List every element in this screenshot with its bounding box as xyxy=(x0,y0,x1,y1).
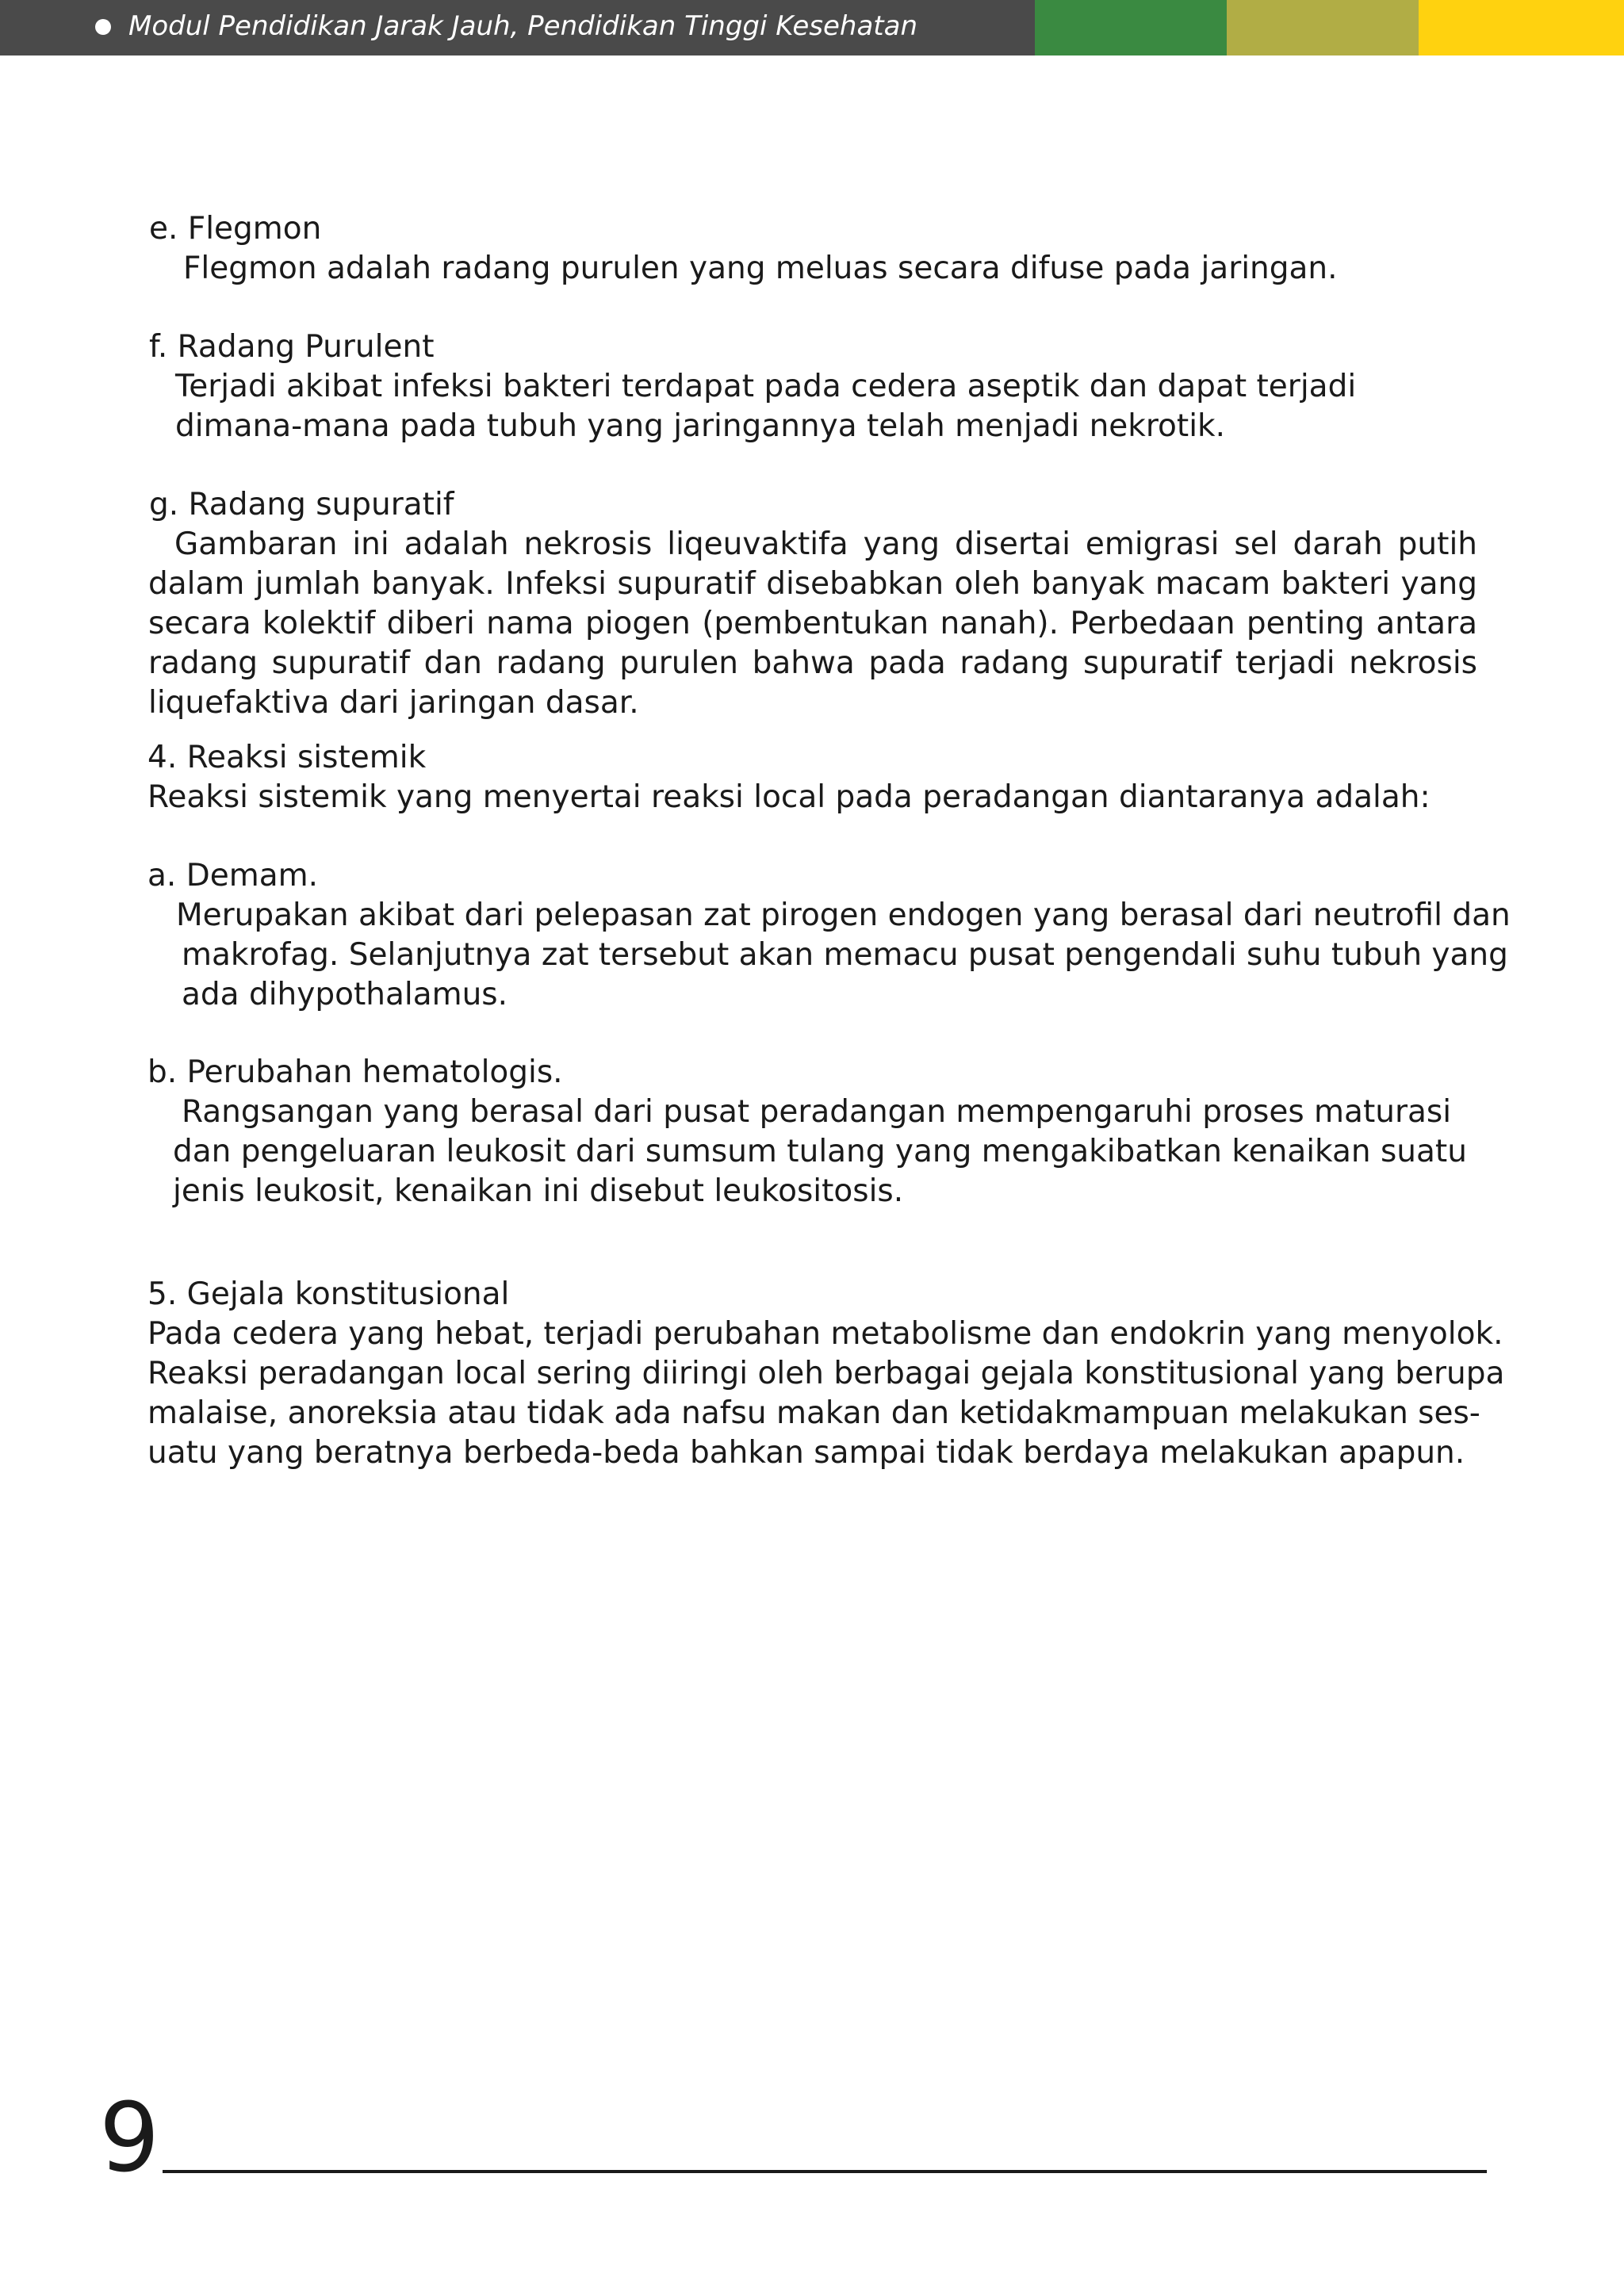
page-number: 9 xyxy=(99,2084,160,2194)
section-5-heading: 5. Gejala konstitusional xyxy=(147,1276,510,1312)
section-a-text-line: Merupakan akibat dari pelepasan zat pirogen endogen yang berasal dari neutrofil dan xyxy=(176,897,1511,933)
header-band xyxy=(0,0,1624,55)
section-a-text-line: ada dihypothalamus. xyxy=(182,977,508,1012)
section-a-text-line: makrofag. Selanjutnya zat tersebut akan memacu pusat pengendali suhu tubuh yang xyxy=(182,937,1508,973)
section-f-text-line: dimana-mana pada tubuh yang jaringannya telah menjadi nekrotik. xyxy=(175,408,1226,444)
section-5-text-line: Reaksi peradangan local sering diiringi oleh berbagai gejala konstitusional yang berupa xyxy=(147,1356,1505,1391)
section-5-text-line: Pada cedera yang hebat, terjadi perubahan metabolisme dan endokrin yang menyolok. xyxy=(147,1316,1503,1352)
section-f-text-line: Terjadi akibat infeksi bakteri terdapat pada cedera aseptik dan dapat terjadi xyxy=(175,369,1357,404)
section-b-text-line: jenis leukosit, kenaikan ini disebut leukositosis. xyxy=(173,1173,904,1209)
header-green-band xyxy=(1035,0,1227,55)
section-5-text-line: malaise, anoreksia atau tidak ada nafsu makan dan ketidakmampuan melakukan ses- xyxy=(147,1395,1480,1431)
section-5-text-line: uatu yang beratnya berbeda-beda bahkan sampai tidak berdaya melakukan apapun. xyxy=(147,1435,1465,1471)
bullet-icon xyxy=(95,19,111,35)
section-b-text-line: dan pengeluaran leukosit dari sumsum tulang yang mengakibatkan kenaikan suatu xyxy=(173,1134,1467,1169)
section-4-intro: Reaksi sistemik yang menyertai reaksi local pada peradangan diantaranya adalah: xyxy=(147,779,1431,815)
section-e-text: Flegmon adalah radang purulen yang meluas secara difuse pada jaringan. xyxy=(183,251,1338,286)
header-olive-band xyxy=(1227,0,1419,55)
section-g-paragraph: Gambaran ini adalah nekrosis liqeuvaktifa yang disertai emigrasi sel darah putih dalam jumlah banyak. Infeksi supuratif disebabkan oleh banyak macam bakteri yang secara kolektif diberi nama piogen (pembentukan nanah). Perbedaan penting antara radang supuratif dan radang purulen bahwa pada radang supuratif terjadi nekrosis liquefaktiva dari jaringan dasar. xyxy=(148,526,1477,721)
section-g-heading: g. Radang supuratif xyxy=(149,487,454,522)
section-f-heading: f. Radang Purulent xyxy=(149,329,435,365)
section-b-heading: b. Perubahan hematologis. xyxy=(147,1054,563,1090)
section-b-text-line: Rangsangan yang berasal dari pusat peradangan mempengaruhi proses maturasi xyxy=(182,1094,1452,1130)
header-yellow-band xyxy=(1419,0,1624,55)
footer-rule xyxy=(163,2170,1487,2173)
section-e-heading: e. Flegmon xyxy=(149,211,322,247)
section-a-heading: a. Demam. xyxy=(147,858,318,894)
section-4-heading: 4. Reaksi sistemik xyxy=(147,740,427,775)
header-title: Modul Pendidikan Jarak Jauh, Pendidikan Tinggi Kesehatan xyxy=(128,10,917,42)
